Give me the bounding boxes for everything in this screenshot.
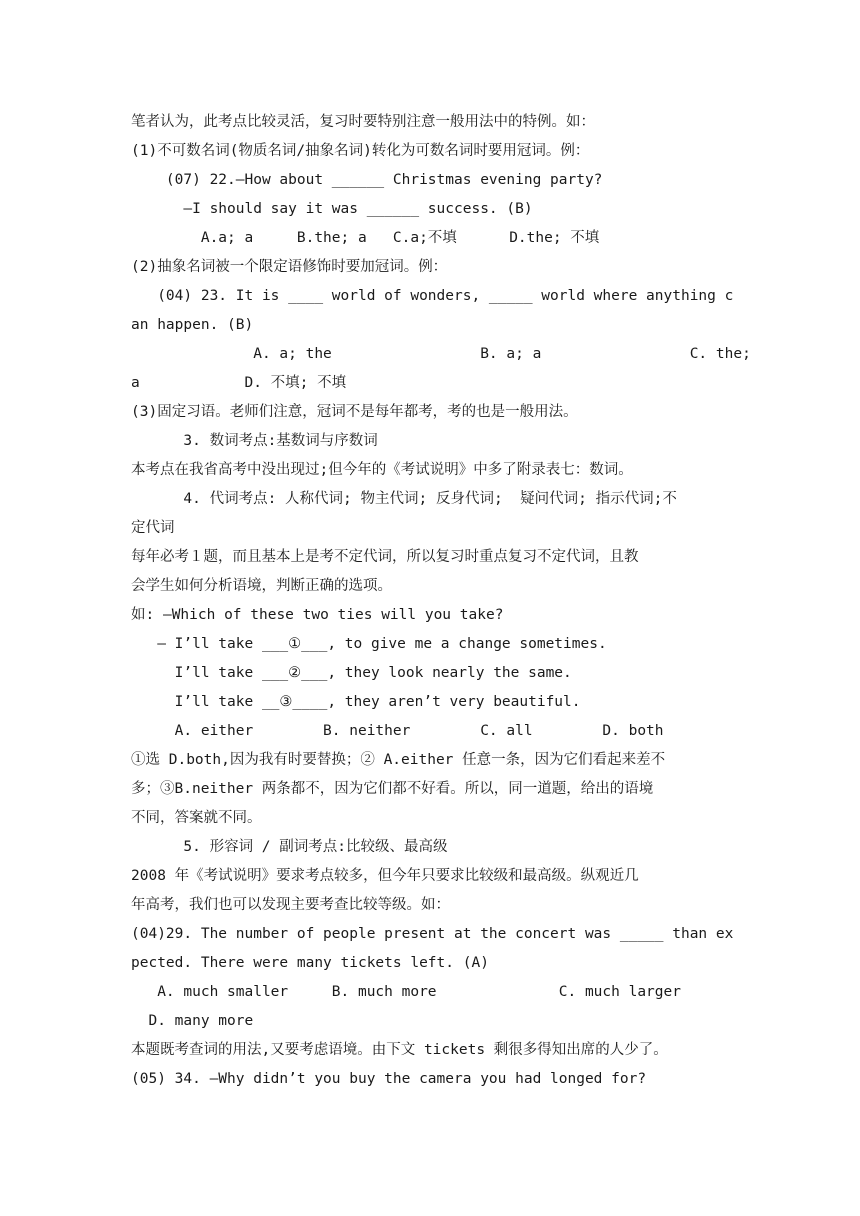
section-heading: 4. 代词考点: 人称代词; 物主代词; 反身代词; 疑问代词; 指示代词;不 bbox=[131, 491, 677, 507]
section-heading: 3. 数词考点:基数词与序数词 bbox=[131, 433, 378, 449]
question-line: I’ll take ___②___, they look nearly the same. bbox=[131, 665, 572, 681]
options-line: A. a; the B. a; a C. the; bbox=[131, 346, 751, 362]
text-line: 本考点在我省高考中没出现过;但今年的《考试说明》中多了附录表七：数词。 bbox=[131, 462, 633, 478]
question-line: I’ll take __③____, they aren’t very beautiful. bbox=[131, 694, 581, 710]
text-line: 会学生如何分析语境，判断正确的选项。 bbox=[131, 578, 392, 594]
section-heading: 定代词 bbox=[131, 520, 175, 536]
question-line: (04) 23. It is ____ world of wonders, _____ world where anything c bbox=[131, 288, 734, 304]
options-line: A.a; a B.the; a C.a;不填 D.the; 不填 bbox=[131, 230, 600, 246]
text-line: 每年必考１题，而且基本上是考不定代词，所以复习时重点复习不定代词，且教 bbox=[131, 549, 639, 565]
question-line: (04)29. The number of people present at the concert was _____ than ex bbox=[131, 926, 734, 942]
text-line: 笔者认为，此考点比较灵活，复习时要特别注意一般用法中的特例。如： bbox=[131, 114, 595, 130]
text-line: 本题既考查词的用法,又要考虑语境。由下文 tickets 剩很多得知出席的人少了。 bbox=[131, 1042, 668, 1058]
options-line: D. many more bbox=[131, 1013, 254, 1029]
question-line: 如: —Which of these two ties will you take? bbox=[131, 607, 504, 623]
text-line: 多；③B.neither 两条都不，因为它们都不好看。所以，同一道题，给出的语境 bbox=[131, 781, 654, 797]
question-line: pected. There were many tickets left. (A) bbox=[131, 955, 489, 971]
question-line: (05) 34. —Why didn’t you buy the camera you had longed for? bbox=[131, 1071, 647, 1087]
text-line: (2)抽象名词被一个限定语修饰时要加冠词。例： bbox=[131, 259, 448, 275]
text-line: 2008 年《考试说明》要求考点较多，但今年只要求比较级和最高级。纵观近几 bbox=[131, 868, 639, 884]
question-line: — I’ll take ___①___, to give me a change sometimes. bbox=[131, 636, 607, 652]
text-line: 不同，答案就不同。 bbox=[131, 810, 262, 826]
text-line: 年高考，我们也可以发现主要考查比较等级。如： bbox=[131, 897, 450, 913]
section-heading: 5. 形容词 / 副词考点:比较级、最高级 bbox=[131, 839, 448, 855]
text-line: (1)不可数名词(物质名词/抽象名词)转化为可数名词时要用冠词。例： bbox=[131, 143, 590, 159]
text-line: ①选 D.both,因为我有时要替换；② A.either 任意一条，因为它们看起来差不 bbox=[131, 752, 666, 768]
text-line: (3)固定习语。老师们注意，冠词不是每年都考，考的也是一般用法。 bbox=[131, 404, 578, 420]
question-line: an happen. (B) bbox=[131, 317, 254, 333]
options-line: a D. 不填; 不填 bbox=[131, 375, 347, 391]
question-line: —I should say it was ______ success. (B) bbox=[131, 201, 533, 217]
question-line: (07) 22.—How about ______ Christmas evening party? bbox=[131, 172, 603, 188]
options-line: A. either B. neither C. all D. both bbox=[131, 723, 664, 739]
options-line: A. much smaller B. much more C. much larger bbox=[131, 984, 681, 1000]
